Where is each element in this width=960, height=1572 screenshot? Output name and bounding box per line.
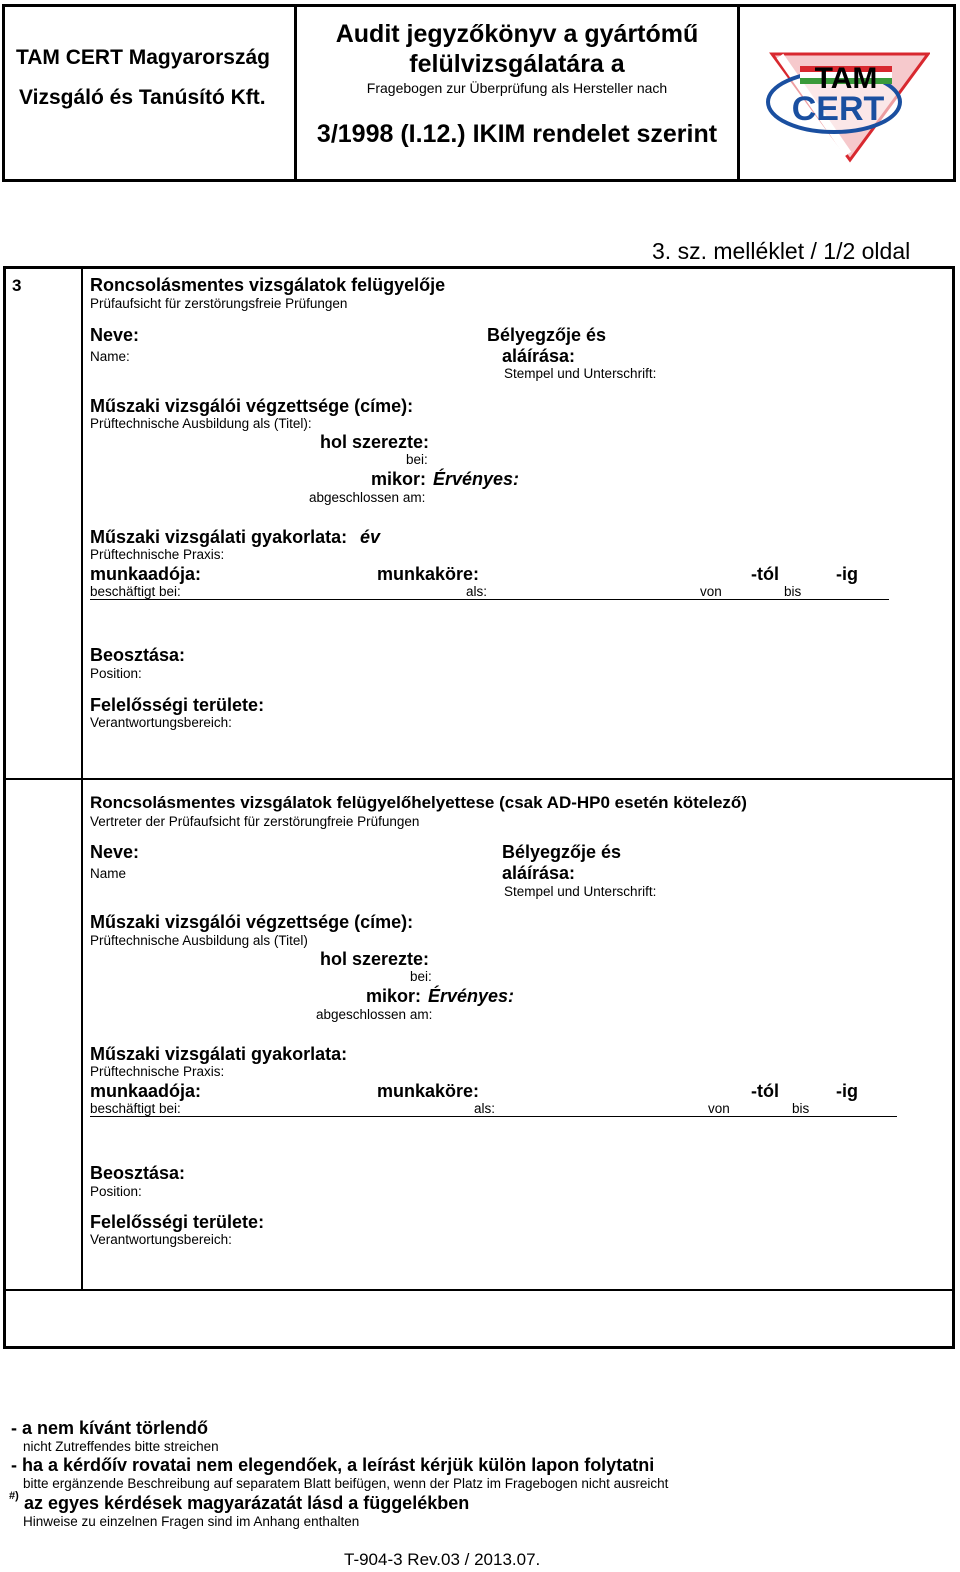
deputy-job-label: munkaköre: xyxy=(377,1081,480,1101)
employer-label-de: beschäftigt bei: xyxy=(90,584,181,599)
section-title: Roncsolásmentes vizsgálatok felügyelője xyxy=(90,275,446,295)
to-label: -ig xyxy=(836,564,858,584)
doc-title-line2: felülvizsgálatára a xyxy=(409,50,625,78)
footnote-mark: #) xyxy=(9,1490,19,1502)
section-title-de: Prüfaufsicht für zerstörungsfreie Prüfungen xyxy=(90,296,348,311)
when-label-de: abgeschlossen am: xyxy=(309,490,426,505)
footnote-continue-de: bitte ergänzende Beschreibung auf separatem Blatt beifügen, wenn der Platz im Fragebogen nicht ausreicht xyxy=(23,1476,669,1491)
deputy-responsibility-label-de: Verantwortungsbereich: xyxy=(90,1232,232,1247)
tam-cert-logo xyxy=(760,42,930,164)
responsibility-label: Felelősségi területe: xyxy=(90,695,265,715)
deputy-responsibility-label: Felelősségi területe: xyxy=(90,1212,265,1232)
when-label: mikor: xyxy=(371,469,427,489)
practice-label-de: Prüftechnische Praxis: xyxy=(90,547,225,562)
practice-unit: év xyxy=(360,527,381,547)
deputy-name-label: Neve: xyxy=(90,842,140,862)
deputy-stamp-label: Bélyegzője és xyxy=(502,842,622,862)
footnote-continue: - ha a kérdőív rovatai nem elegendőek, a leírást kérjük külön lapon folytatni xyxy=(11,1455,655,1475)
deputy-when-label: mikor: xyxy=(366,986,422,1006)
responsibility-label-de: Verantwortungsbereich: xyxy=(90,715,232,730)
logo-text-cert: CERT xyxy=(791,90,885,128)
valid-label: Érvényes: xyxy=(433,469,520,489)
footnote-delete-de: nicht Zutreffendes bitte streichen xyxy=(23,1439,219,1454)
annex-label: 3. sz. melléklet / 1/2 oldal xyxy=(652,238,911,264)
deputy-employer-label-de: beschäftigt bei: xyxy=(90,1101,181,1116)
footnote-appendix-de: Hinweise zu einzelnen Fragen sind im Anhang enthalten xyxy=(23,1514,360,1529)
position-label: Beosztása: xyxy=(90,645,186,665)
footnote-appendix: az egyes kérdések magyarázatát lásd a függelékben xyxy=(24,1493,470,1513)
job-label: munkaköre: xyxy=(377,564,480,584)
stamp-label-line2: aláírása: xyxy=(502,346,576,366)
deputy-to-label-de: bis xyxy=(792,1101,810,1116)
stamp-label: Bélyegzője és xyxy=(487,325,607,345)
deputy-where-obtained-label-de: bei: xyxy=(410,969,432,984)
deputy-practice-label: Műszaki vizsgálati gyakorlata: xyxy=(90,1044,348,1064)
deputy-employer-label: munkaadója: xyxy=(90,1081,202,1101)
document-code: T-904-3 Rev.03 / 2013.07. xyxy=(344,1550,541,1569)
to-label-de: bis xyxy=(784,584,802,599)
logo-text-tam: TAM xyxy=(814,62,878,95)
deputy-stamp-label-de: Stempel und Unterschrift: xyxy=(504,884,657,899)
deputy-from-label: -tól xyxy=(751,1081,779,1101)
from-label-de: von xyxy=(700,584,722,599)
org-name-line2: Vizsgáló és Tanúsító Kft. xyxy=(19,86,266,109)
deputy-stamp-label-line2: aláírása: xyxy=(502,863,576,883)
deputy-title: Roncsolásmentes vizsgálatok felügyelőhelyettese (csak AD-HP0 esetén kötelező) xyxy=(90,793,747,812)
deputy-to-label: -ig xyxy=(836,1081,858,1101)
deputy-employment-fill-line[interactable] xyxy=(90,1116,897,1117)
deputy-education-label-de: Prüftechnische Ausbildung als (Titel) xyxy=(90,933,308,948)
where-obtained-label: hol szerezte: xyxy=(320,432,430,452)
stamp-label-de: Stempel und Unterschrift: xyxy=(504,366,657,381)
deputy-position-label-de: Position: xyxy=(90,1184,142,1199)
deputy-position-label: Beosztása: xyxy=(90,1163,186,1183)
regulation-title: 3/1998 (I.12.) IKIM rendelet szerint xyxy=(316,120,718,148)
bottom-divider xyxy=(5,1289,953,1291)
section-divider xyxy=(5,778,953,780)
doc-title: Audit jegyzőkönyv a gyártómű xyxy=(335,20,699,48)
deputy-valid-label: Érvényes: xyxy=(428,986,515,1006)
from-label: -tól xyxy=(751,564,779,584)
deputy-when-label-de: abgeschlossen am: xyxy=(316,1007,433,1022)
employment-fill-line[interactable] xyxy=(90,599,889,600)
job-label-de: als: xyxy=(466,584,488,599)
education-label-de: Prüftechnische Ausbildung als (Titel): xyxy=(90,416,312,431)
deputy-job-label-de: als: xyxy=(474,1101,496,1116)
doc-subtitle-de: Fragebogen zur Überprüfung als Hersteller nach xyxy=(366,80,668,96)
where-obtained-label-de: bei: xyxy=(406,452,428,467)
position-label-de: Position: xyxy=(90,666,142,681)
deputy-education-label: Műszaki vizsgálói végzettsége (címe): xyxy=(90,912,414,932)
employer-label: munkaadója: xyxy=(90,564,202,584)
deputy-practice-label-de: Prüftechnische Praxis: xyxy=(90,1064,225,1079)
practice-label: Műszaki vizsgálati gyakorlata: xyxy=(90,527,348,547)
education-label: Műszaki vizsgálói végzettsége (címe): xyxy=(90,396,414,416)
deputy-name-label-de: Name xyxy=(90,866,127,881)
deputy-from-label-de: von xyxy=(708,1101,730,1116)
section-number: 3 xyxy=(12,276,22,295)
name-label-de: Name: xyxy=(90,349,130,364)
org-name: TAM CERT Magyarország xyxy=(16,46,270,69)
deputy-where-obtained-label: hol szerezte: xyxy=(320,949,430,969)
name-label: Neve: xyxy=(90,325,140,345)
deputy-title-de: Vertreter der Prüfaufsicht für zerstörungfreie Prüfungen xyxy=(90,814,420,829)
footnote-delete: - a nem kívánt törlendő xyxy=(11,1418,209,1438)
